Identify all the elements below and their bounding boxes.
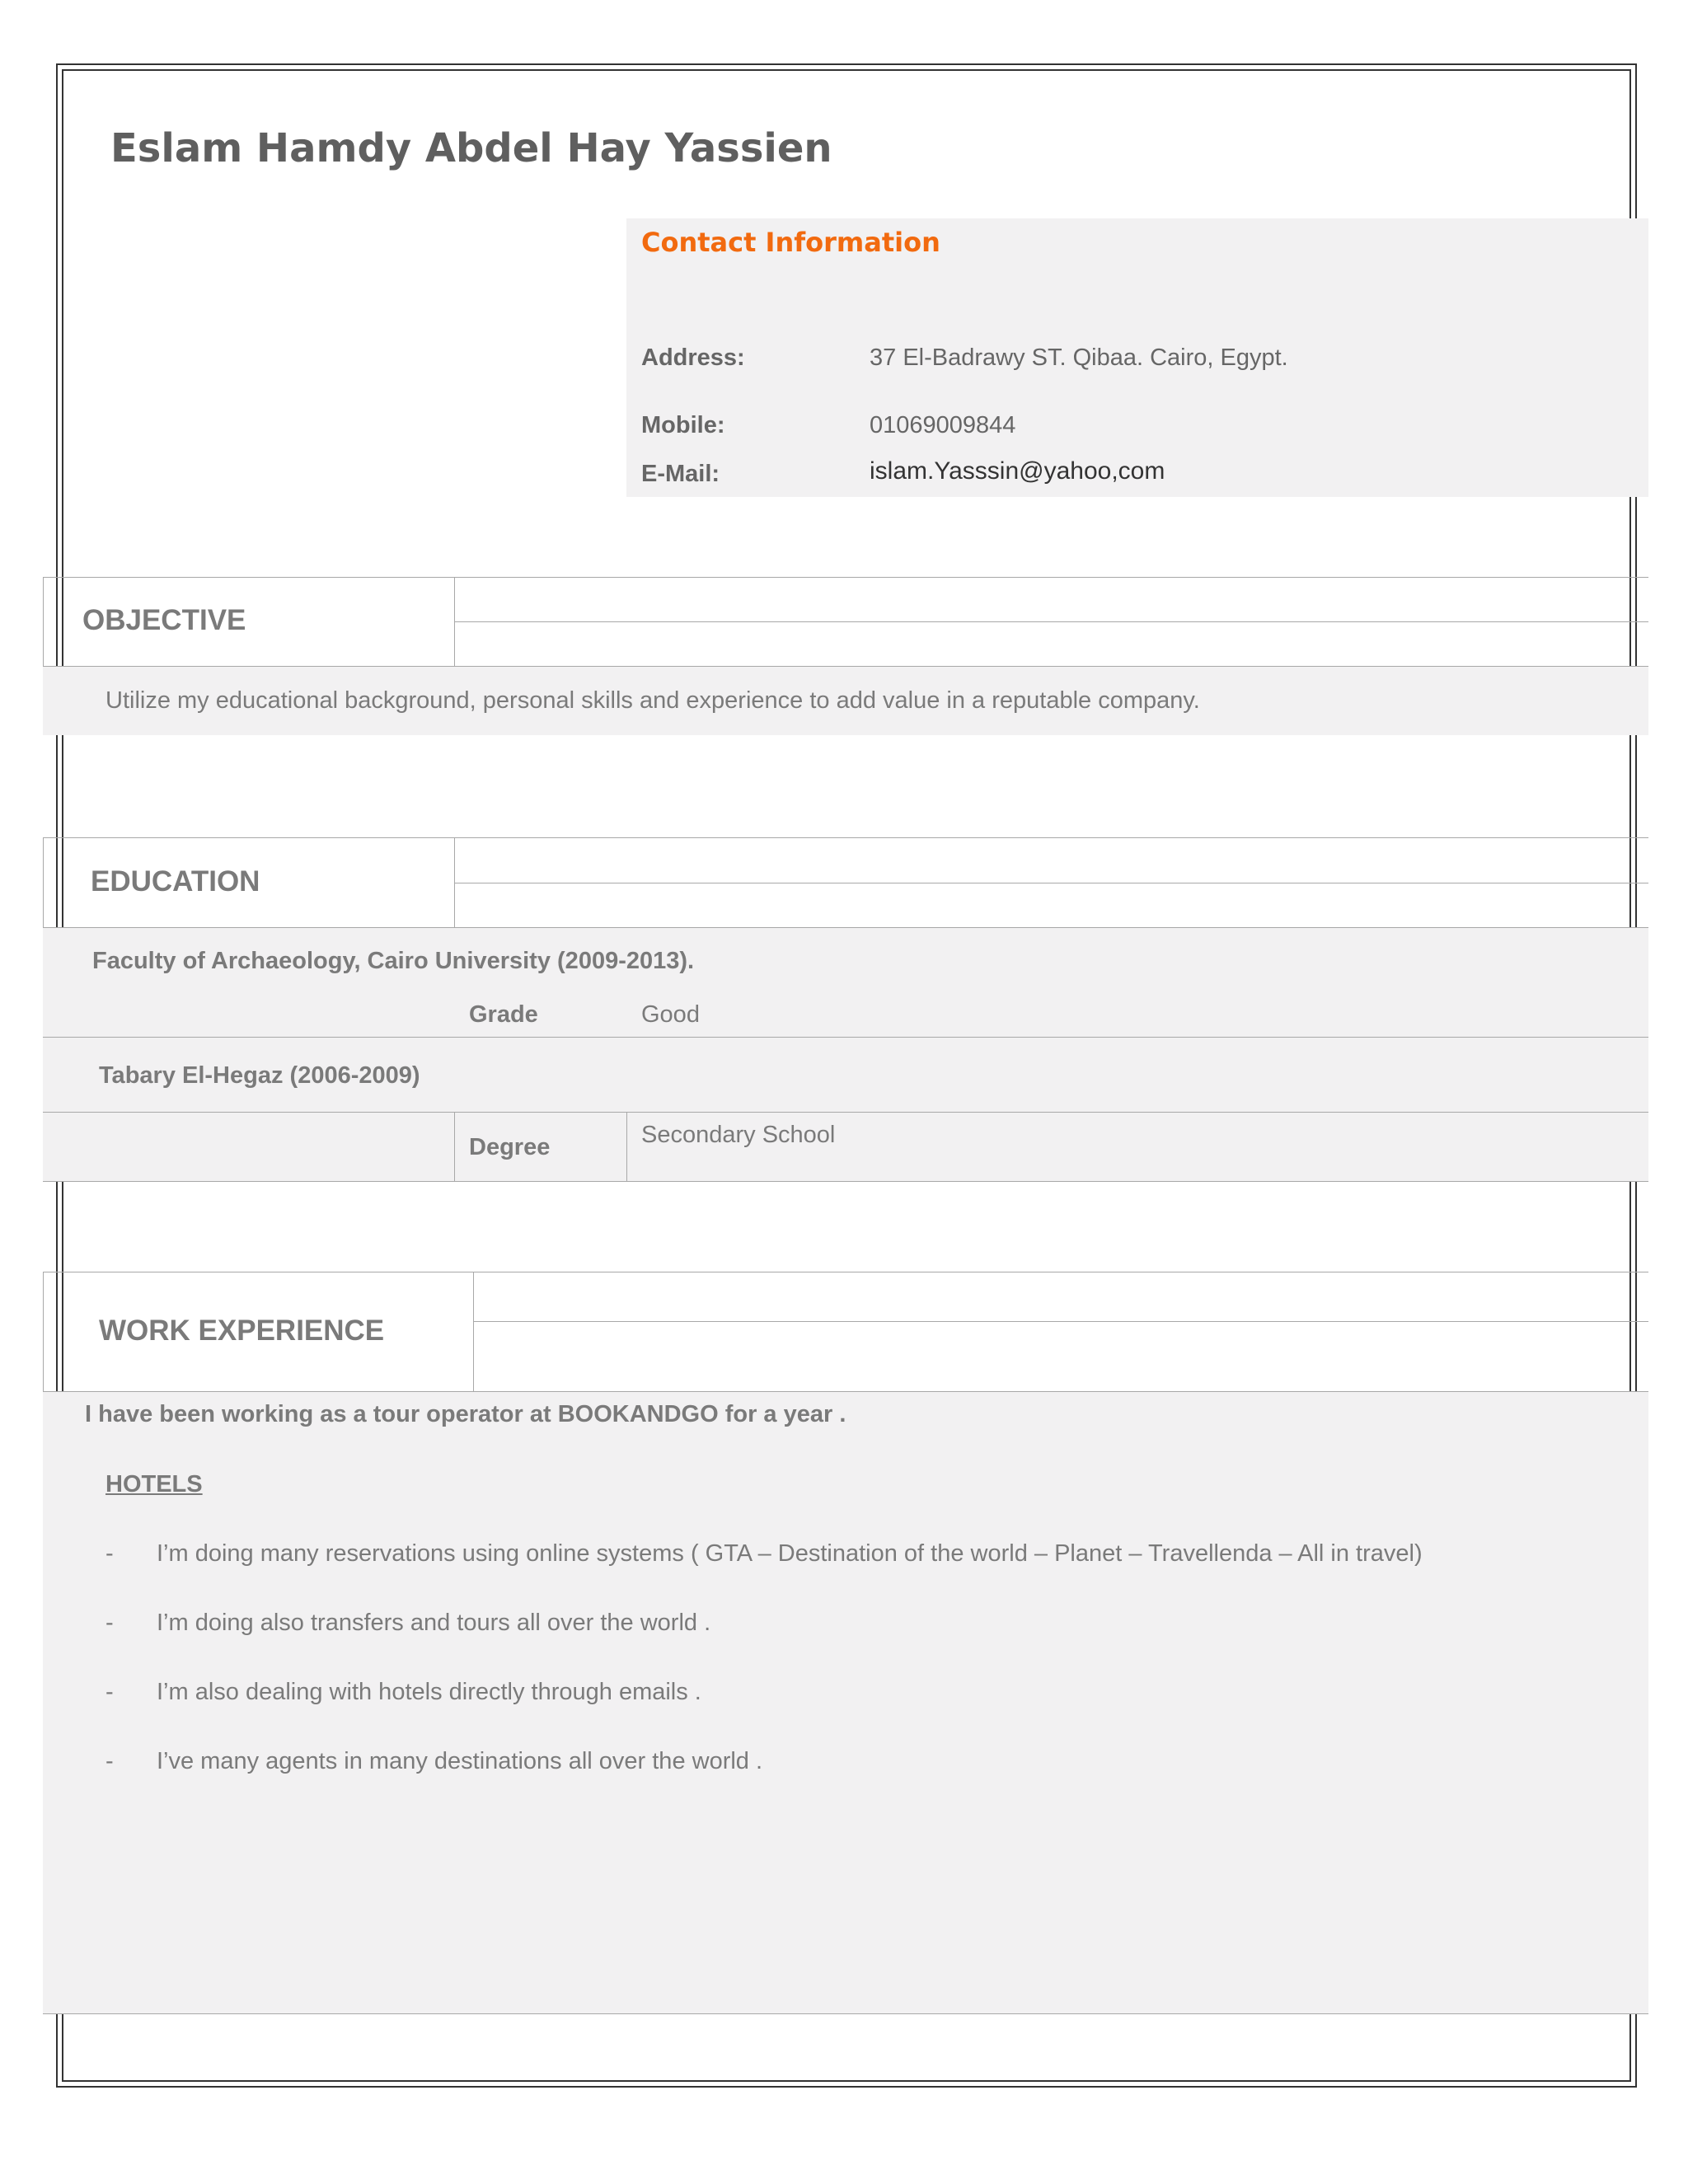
work-bullet-3: I’m also dealing with hotels directly through emails . xyxy=(157,1679,701,1705)
contact-info-title: Contact Information xyxy=(641,227,940,258)
objective-mid-rule xyxy=(455,621,1648,622)
bullet-marker-2: - xyxy=(106,1610,114,1636)
objective-top-rule xyxy=(43,577,1648,578)
email-value: islam.Yasssin@yahoo,com xyxy=(870,457,1165,485)
education-entry-1-institution: Faculty of Archaeology, Cairo University (2009-2013). xyxy=(92,948,695,974)
bullet-marker-1: - xyxy=(106,1540,114,1567)
work-band-top-rule xyxy=(43,1391,1648,1392)
objective-text: Utilize my educational background, personal skills and experience to add value in a reputable company. xyxy=(106,687,1200,714)
work-mid-rule xyxy=(474,1321,1648,1322)
education-entry-rule-1 xyxy=(43,1037,1648,1038)
degree-value-divider xyxy=(626,1112,627,1181)
work-bullet-1: I’m doing many reservations using online systems ( GTA – Destination of the world – Planet – Travellenda – All in travel) xyxy=(157,1540,1423,1567)
education-entry-2-degree-value: Secondary School xyxy=(641,1122,836,1148)
work-left-rule xyxy=(43,1272,44,1391)
work-divider xyxy=(473,1272,474,1391)
work-bottom-rule xyxy=(43,2013,1648,2014)
education-left-rule xyxy=(43,837,44,927)
objective-heading: OBJECTIVE xyxy=(82,604,246,636)
resume-name: Eslam Hamdy Abdel Hay Yassien xyxy=(110,125,832,171)
education-entry-2-degree-label: Degree xyxy=(469,1134,551,1160)
work-subheading-hotels: HOTELS xyxy=(106,1471,203,1497)
work-bullet-4: I’ve many agents in many destinations all over the world . xyxy=(157,1748,763,1774)
objective-left-rule xyxy=(43,577,44,666)
education-top-rule xyxy=(43,837,1648,838)
work-bullet-2: I’m doing also transfers and tours all over the world . xyxy=(157,1610,711,1636)
bullet-marker-4: - xyxy=(106,1748,114,1774)
education-entry-1-grade-value: Good xyxy=(641,1001,700,1028)
education-heading: EDUCATION xyxy=(91,865,260,898)
address-label: Address: xyxy=(641,344,745,371)
degree-label-divider xyxy=(454,1112,455,1181)
email-label: E-Mail: xyxy=(641,461,720,487)
education-band-top-rule xyxy=(43,927,1648,928)
work-heading: WORK EXPERIENCE xyxy=(99,1315,385,1347)
education-bottom-rule xyxy=(43,1181,1648,1182)
work-summary: I have been working as a tour operator at BOOKANDGO for a year . xyxy=(85,1401,846,1427)
education-entry-1-grade-label: Grade xyxy=(469,1001,538,1028)
bullet-marker-3: - xyxy=(106,1679,114,1705)
education-entry-2-institution: Tabary El-Hegaz (2006-2009) xyxy=(99,1062,420,1089)
address-value: 37 El-Badrawy ST. Qibaa. Cairo, Egypt. xyxy=(870,344,1288,371)
objective-band-top-rule xyxy=(43,666,1648,667)
education-entry-rule-2 xyxy=(43,1112,1648,1113)
education-divider xyxy=(454,837,455,927)
objective-divider xyxy=(454,577,455,666)
mobile-value: 01069009844 xyxy=(870,412,1016,438)
mobile-label: Mobile: xyxy=(641,412,725,438)
